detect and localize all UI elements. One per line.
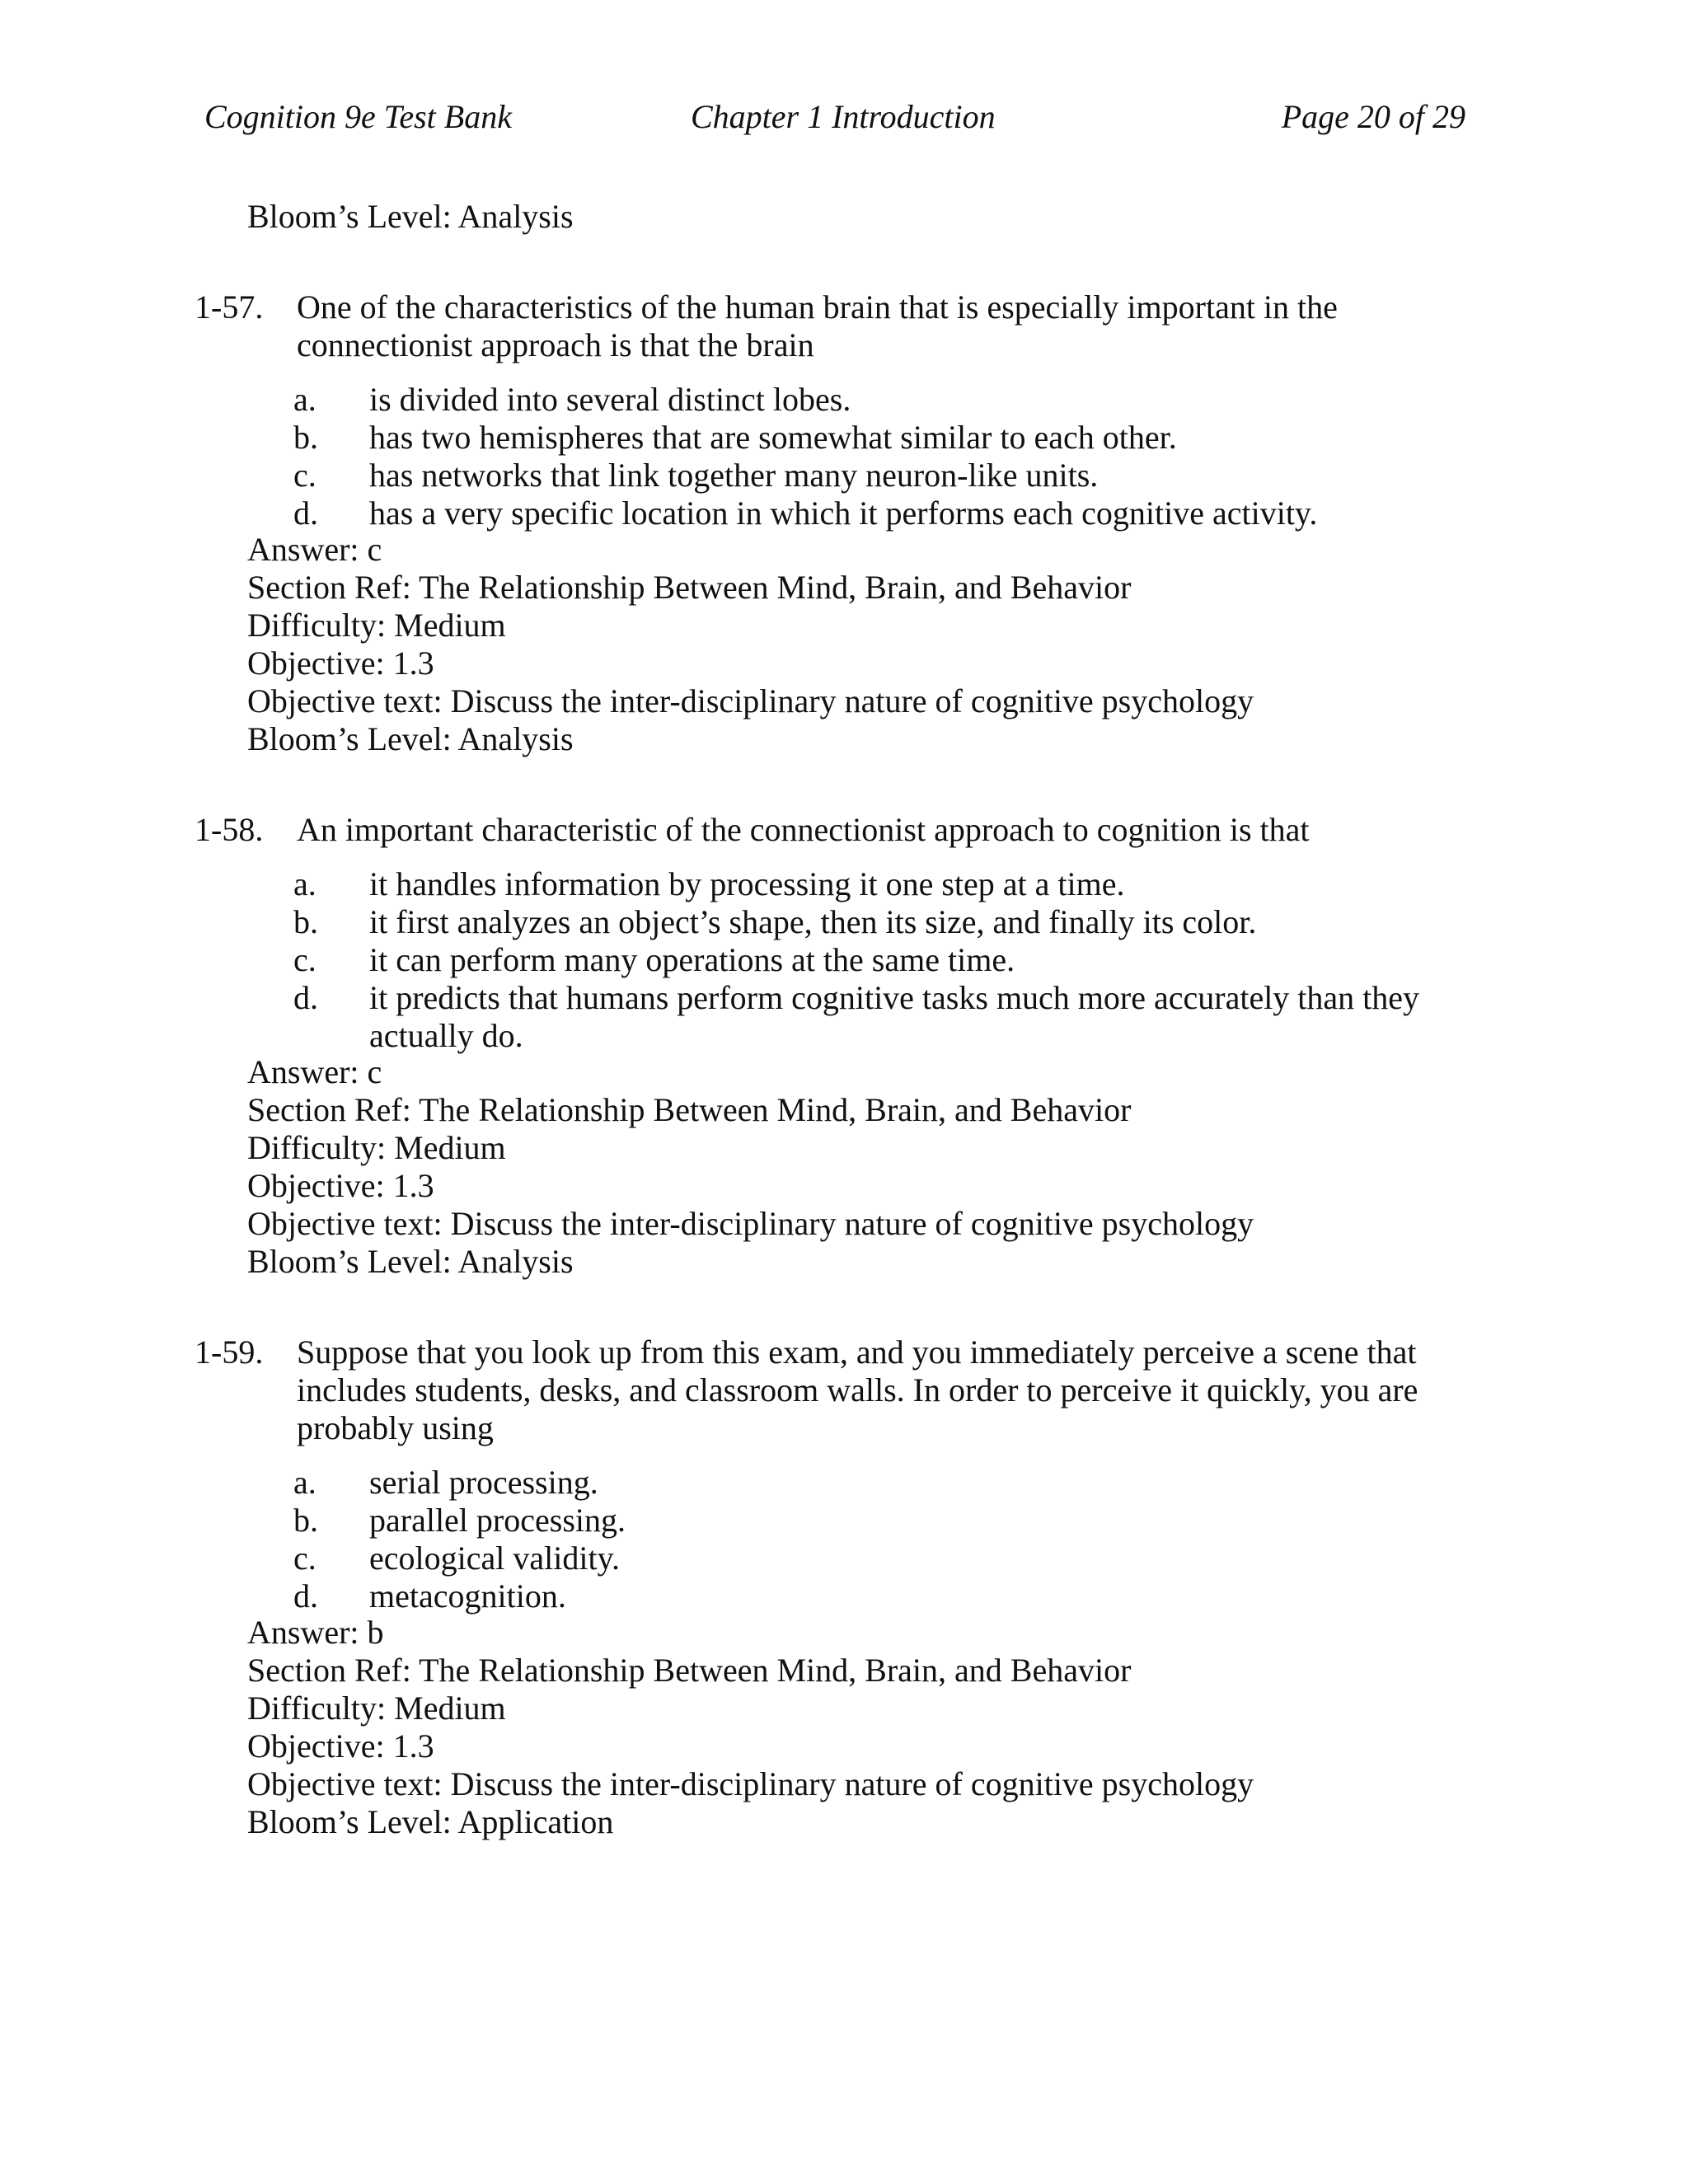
choice-a xyxy=(293,381,1513,419)
choice-letter: b. xyxy=(293,1502,318,1539)
question-number: 1-59. xyxy=(195,1333,264,1371)
carryover-blooms-level: Bloom’s Level: Analysis xyxy=(247,198,574,235)
choice-letter: a. xyxy=(293,1464,316,1501)
objective-text: Objective text: Discuss the inter-disciplinary nature of cognitive psychology xyxy=(247,682,1254,719)
choice-list-1-58 xyxy=(293,865,1513,1055)
choice-d xyxy=(293,979,1513,1055)
choice-list-1-57 xyxy=(293,381,1513,532)
question-meta-1-59 xyxy=(247,1614,1254,1841)
choice-text: has two hemispheres that are somewhat similar to each other. xyxy=(369,419,1177,456)
question-stem: An important characteristic of the connectionist approach to cognition is that xyxy=(297,811,1310,848)
choice-b xyxy=(293,903,1513,941)
choice-letter: a. xyxy=(293,865,316,902)
difficulty: Difficulty: Medium xyxy=(247,607,506,644)
section-ref: Section Ref: The Relationship Between Mind, Brain, and Behavior xyxy=(247,569,1132,606)
page-header xyxy=(204,92,1465,142)
choice-text: it can perform many operations at the same time. xyxy=(369,941,1015,978)
question-number: 1-58. xyxy=(195,811,264,848)
choice-text: it predicts that humans perform cognitive tasks much more accurately than they actually do. xyxy=(369,979,1420,1054)
choice-letter: c. xyxy=(293,1540,316,1577)
difficulty: Difficulty: Medium xyxy=(247,1690,506,1727)
choice-d xyxy=(293,1577,1513,1615)
choice-d xyxy=(293,494,1513,532)
choice-letter: d. xyxy=(293,1577,318,1615)
objective-text: Objective text: Discuss the inter-disciplinary nature of cognitive psychology xyxy=(247,1765,1254,1802)
objective: Objective: 1.3 xyxy=(247,1167,434,1204)
choice-text: ecological validity. xyxy=(369,1540,620,1577)
difficulty: Difficulty: Medium xyxy=(247,1129,506,1166)
answer: Answer: c xyxy=(247,531,382,568)
choice-letter: d. xyxy=(293,979,318,1016)
choice-text: metacognition. xyxy=(369,1577,566,1615)
question-stem: One of the characteristics of the human brain that is especially important in the connectionist approach is that the brain xyxy=(297,288,1338,363)
choice-text: it first analyzes an object’s shape, then its size, and finally its color. xyxy=(369,903,1257,940)
header-page-number: Page 20 of 29 xyxy=(1281,98,1465,135)
answer: Answer: b xyxy=(247,1614,384,1651)
choice-list-1-59 xyxy=(293,1464,1513,1615)
choice-text: it handles information by processing it one step at a time. xyxy=(369,865,1125,902)
choice-a xyxy=(293,1464,1513,1502)
objective-text: Objective text: Discuss the inter-disciplinary nature of cognitive psychology xyxy=(247,1205,1254,1242)
choice-c xyxy=(293,941,1513,979)
question-stem: Suppose that you look up from this exam, and you immediately perceive a scene that includes students, desks, and classroom walls. In order to perceive it quickly, you are probably using xyxy=(297,1333,1418,1446)
objective: Objective: 1.3 xyxy=(247,1727,434,1765)
choice-text: has networks that link together many neuron-like units. xyxy=(369,457,1099,494)
header-book-title: Cognition 9e Test Bank xyxy=(204,98,512,135)
choice-letter: a. xyxy=(293,381,316,418)
choice-text: parallel processing. xyxy=(369,1502,626,1539)
section-ref: Section Ref: The Relationship Between Mind, Brain, and Behavior xyxy=(247,1652,1132,1689)
choice-c xyxy=(293,457,1513,494)
question-number: 1-57. xyxy=(195,288,264,326)
choice-c xyxy=(293,1540,1513,1577)
blooms-level: Bloom’s Level: Analysis xyxy=(247,1243,574,1280)
choice-text: has a very specific location in which it performs each cognitive activity. xyxy=(369,494,1318,532)
choice-b xyxy=(293,1502,1513,1540)
choice-a xyxy=(293,865,1513,903)
choice-letter: b. xyxy=(293,419,318,456)
blooms-level: Bloom’s Level: Application xyxy=(247,1803,614,1840)
question-meta-1-57 xyxy=(247,531,1254,758)
question-meta-1-58 xyxy=(247,1053,1254,1281)
choice-b xyxy=(293,419,1513,457)
choice-text: is divided into several distinct lobes. xyxy=(369,381,851,418)
blooms-level: Bloom’s Level: Analysis xyxy=(247,720,574,757)
objective: Objective: 1.3 xyxy=(247,644,434,682)
choice-letter: d. xyxy=(293,494,318,532)
header-chapter: Chapter 1 Introduction xyxy=(691,98,996,135)
choice-text: serial processing. xyxy=(369,1464,598,1501)
section-ref: Section Ref: The Relationship Between Mind, Brain, and Behavior xyxy=(247,1091,1132,1128)
choice-letter: c. xyxy=(293,941,316,978)
choice-letter: b. xyxy=(293,903,318,940)
answer: Answer: c xyxy=(247,1053,382,1090)
choice-letter: c. xyxy=(293,457,316,494)
